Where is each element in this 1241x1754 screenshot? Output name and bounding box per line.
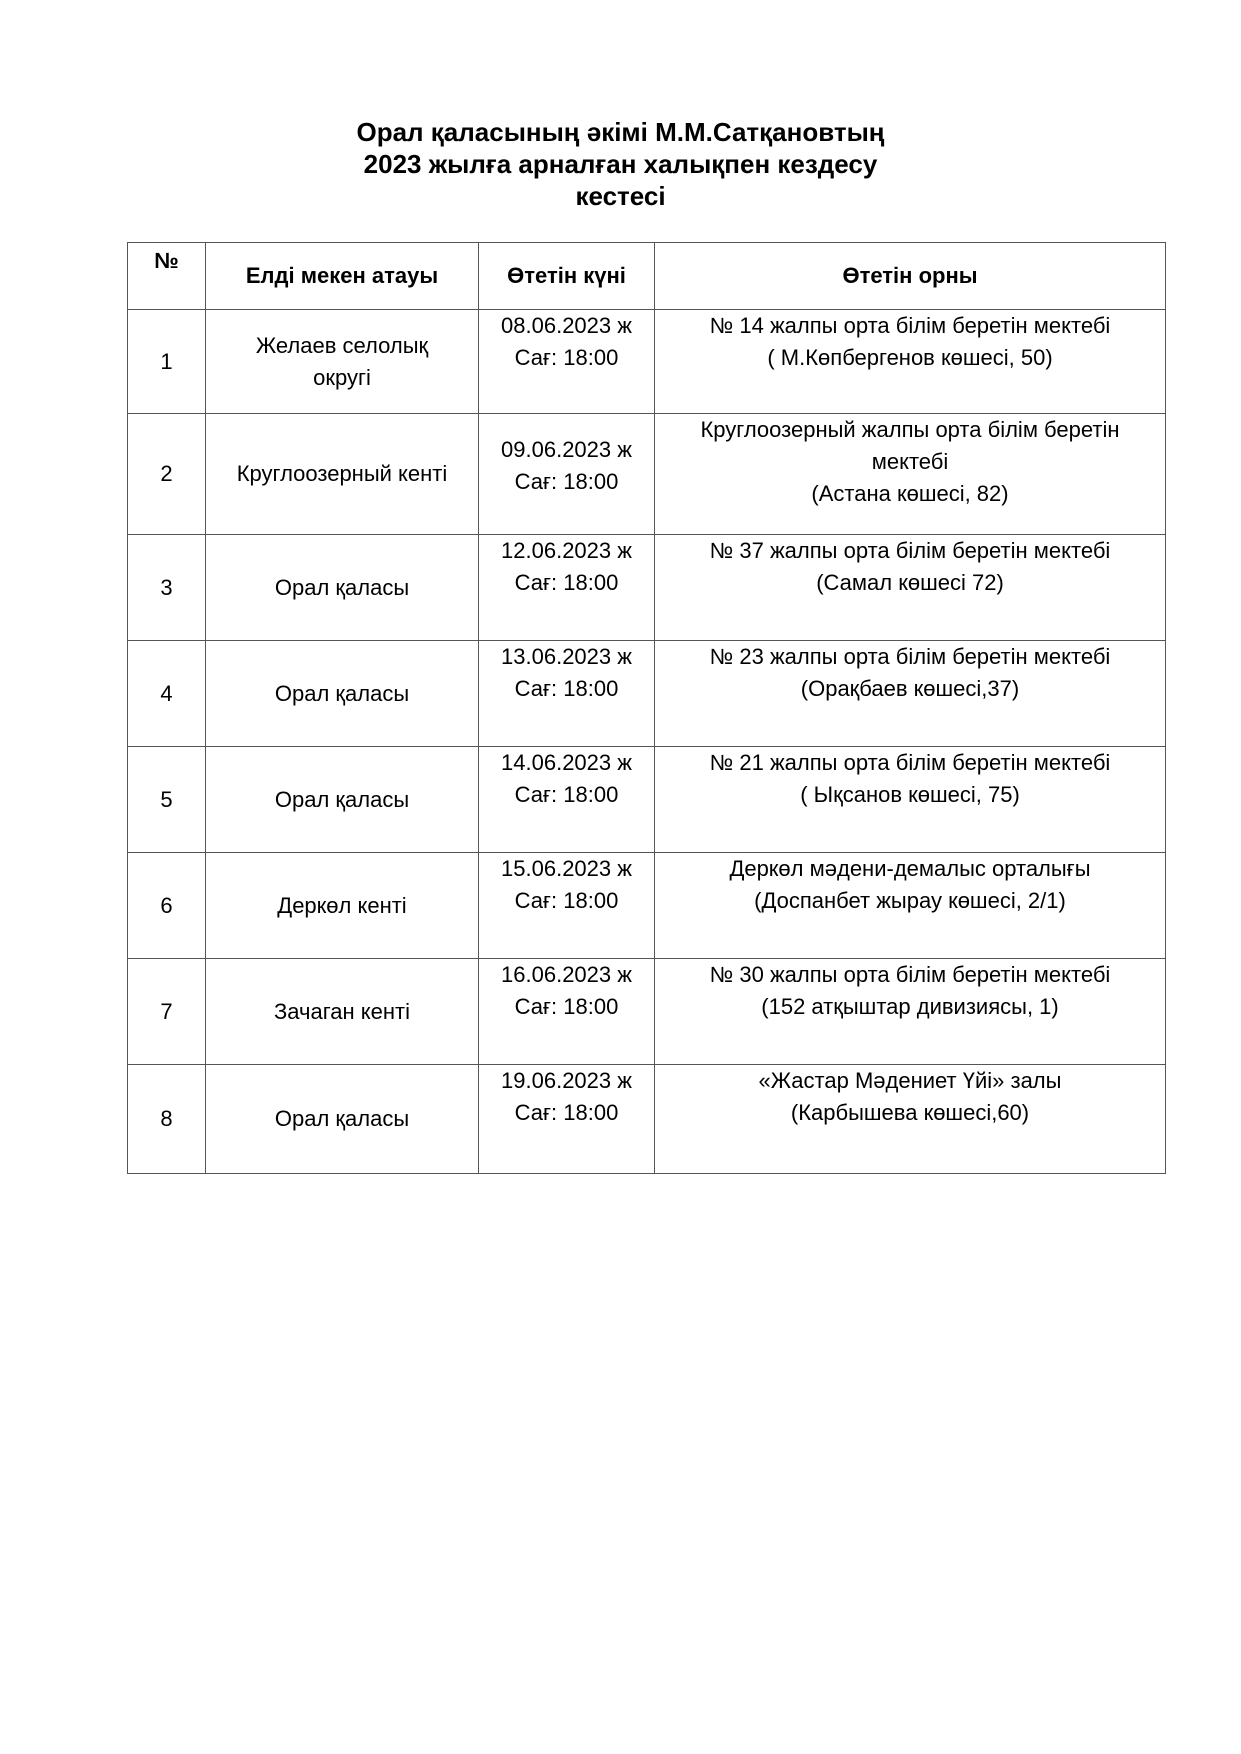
row-place: Орал қаласы — [206, 1065, 479, 1174]
row-date: 09.06.2023 ж — [501, 437, 632, 462]
row-place: Орал қаласы — [206, 641, 479, 747]
table-row — [128, 414, 1166, 535]
table-row — [128, 959, 1166, 1065]
row-place: Желаев селолық округі — [206, 310, 479, 414]
row-number: 6 — [128, 853, 206, 959]
row-venue-cell — [655, 853, 1166, 959]
row-date: 19.06.2023 ж — [501, 1068, 632, 1093]
row-date-cell — [479, 747, 655, 853]
row-date: 14.06.2023 ж — [501, 750, 632, 775]
row-venue-name: № 30 жалпы орта білім беретін мектебі — [709, 962, 1111, 987]
row-date: 15.06.2023 ж — [501, 856, 632, 881]
row-place: Деркөл кенті — [206, 853, 479, 959]
table-header-row — [128, 243, 1166, 310]
row-venue-name: № 14 жалпы орта білім беретін мектебі — [709, 313, 1111, 338]
row-venue-address: (Доспанбет жырау көшесі, 2/1) — [754, 888, 1066, 913]
row-date: 08.06.2023 ж — [501, 313, 632, 338]
row-time: Сағ: 18:00 — [514, 676, 619, 701]
row-date: 16.06.2023 ж — [501, 962, 632, 987]
row-date: 13.06.2023 ж — [501, 644, 632, 669]
header-number: № — [128, 243, 206, 310]
row-number: 4 — [128, 641, 206, 747]
row-number: 8 — [128, 1065, 206, 1174]
row-number: 5 — [128, 747, 206, 853]
row-venue-address: ( Ықсанов көшесі, 75) — [800, 782, 1020, 807]
row-venue-cell — [655, 310, 1166, 414]
row-date: 12.06.2023 ж — [501, 538, 632, 563]
row-date-cell — [479, 959, 655, 1065]
row-place: Зачаган кенті — [206, 959, 479, 1065]
row-venue-name: № 21 жалпы орта білім беретін мектебі — [709, 750, 1111, 775]
row-date-cell — [479, 1065, 655, 1174]
row-number: 1 — [128, 310, 206, 414]
row-date-cell — [479, 853, 655, 959]
row-venue-address: (Орақбаев көшесі,37) — [800, 676, 1020, 701]
row-date-cell — [479, 535, 655, 641]
row-number: 3 — [128, 535, 206, 641]
title-line-3: кестесі — [575, 181, 666, 211]
row-venue-cell — [655, 1065, 1166, 1174]
row-venue-address: (152 атқыштар дивизиясы, 1) — [761, 994, 1059, 1019]
table-row — [128, 747, 1166, 853]
meeting-schedule-table — [127, 242, 1166, 1174]
header-date: Өтетін күні — [479, 243, 655, 310]
row-venue-cell — [655, 959, 1166, 1065]
title-line-2: 2023 жылға арналған халықпен кездесу — [363, 149, 878, 179]
row-date-cell — [479, 641, 655, 747]
row-venue-cell — [655, 535, 1166, 641]
row-time: Сағ: 18:00 — [514, 1100, 619, 1125]
row-place: Круглоозерный кенті — [206, 414, 479, 535]
row-venue-name: Деркөл мәдени-демалыс орталығы — [729, 856, 1091, 881]
row-time: Сағ: 18:00 — [514, 994, 619, 1019]
row-number: 2 — [128, 414, 206, 535]
row-venue-address: (Астана көшесі, 82) — [811, 481, 1009, 506]
row-date-cell — [479, 310, 655, 414]
row-venue-cell — [655, 414, 1166, 535]
row-venue-address: (Самал көшесі 72) — [816, 570, 1004, 595]
table-row — [128, 535, 1166, 641]
row-date-cell — [479, 414, 655, 535]
row-venue-cell — [655, 641, 1166, 747]
row-time: Сағ: 18:00 — [514, 345, 619, 370]
title-line-1: Орал қаласының әкімі М.М.Сатқановтың — [356, 117, 885, 147]
row-venue-address: ( М.Көпбергенов көшесі, 50) — [767, 345, 1053, 370]
row-place: Орал қаласы — [206, 747, 479, 853]
row-venue-name: № 37 жалпы орта білім беретін мектебі — [709, 538, 1111, 563]
table-row — [128, 853, 1166, 959]
row-time: Сағ: 18:00 — [514, 782, 619, 807]
header-venue: Өтетін орны — [655, 243, 1166, 310]
header-place: Елді мекен атауы — [206, 243, 479, 310]
table-row — [128, 1065, 1166, 1174]
table-row — [128, 310, 1166, 414]
row-venue-address: (Карбышева көшесі,60) — [790, 1100, 1030, 1125]
row-venue-name: «Жастар Мәдениет Үйі» залы — [758, 1068, 1062, 1093]
row-venue-name: № 23 жалпы орта білім беретін мектебі — [709, 644, 1111, 669]
row-time: Сағ: 18:00 — [514, 570, 619, 595]
row-place: Орал қаласы — [206, 535, 479, 641]
row-time: Сағ: 18:00 — [514, 888, 619, 913]
row-venue-cell — [655, 747, 1166, 853]
table-row — [128, 641, 1166, 747]
row-number: 7 — [128, 959, 206, 1065]
row-time: Сағ: 18:00 — [514, 469, 619, 494]
document-title — [0, 116, 1241, 212]
row-venue-name: Круглоозерный жалпы орта білім беретін мектебі — [700, 417, 1120, 474]
